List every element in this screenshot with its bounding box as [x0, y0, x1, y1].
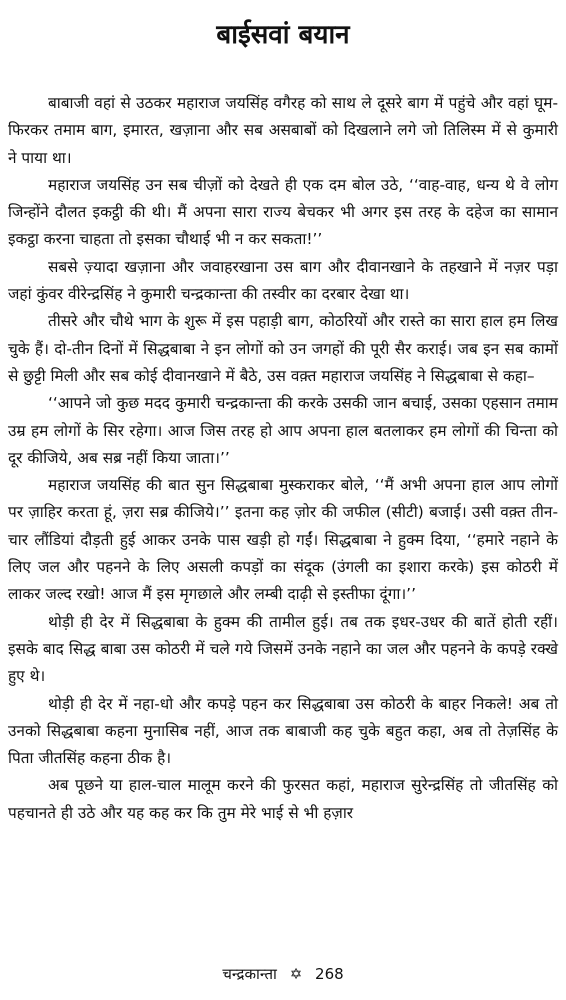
- paragraph: अब पूछने या हाल-चाल मालूम करने की फुरसत कहां, महाराज सुरेन्द्रसिंह तो जीतसिंह को पहचानते ही उठे और यह कह कर कि तुम मेरे भाई से भी हज़ार: [8, 776, 558, 822]
- paragraph: सबसे ज़्यादा खज़ाना और जवाहरखाना उस बाग और दीवानखाने के तहखाने में नज़र पड़ा जहां कुंवर वीरेन्द्रसिंह ने कुमारी चन्द्रकान्ता की तस्वीर का दरबार देखा था।: [8, 257, 558, 304]
- paragraph: थोड़ी ही देर में नहा-धो और कपड़े पहन कर सिद्धबाबा उस कोठरी के बाहर निकले! अब तो उनको सिद्धबाबा कहना मुनासिब नहीं, आज तक बाबाजी कह चुके बहुत कहा, अब तो तेज़सिंह के पिता जीतसिंह कहना ठीक है।: [8, 694, 558, 768]
- chapter-title: बाईसवां बयान: [216, 20, 350, 50]
- paragraph: महाराज जयसिंह उन सब चीज़ों को देखते ही एक दम बोल उठे, ‘‘वाह-वाह, धन्य थे वे लोग जिन्होंने दौलत इकट्ठी की थी। मैं अपना सारा राज्य बेचकर भी अगर इस तरह के दहेज का सामान इकट्ठा करना चाहता तो इसका चौथाई भी न कर सकता!’’: [8, 175, 558, 249]
- paragraph: ‘‘आपने जो कुछ मदद कुमारी चन्द्रकान्ता की करके उसकी जान बचाई, उसका एहसान तमाम उम्र हम लोगों के सिर रहेगा। आज जिस तरह हो आप अपना हाल बतलाकर हम लोगों की चिन्ता को दूर कीजिये, अब सब्र नहीं किया जाता।’’: [8, 394, 558, 467]
- star-of-david-icon: ✡: [289, 965, 303, 983]
- paragraph: महाराज जयसिंह की बात सुन सिद्धबाबा मुस्कराकर बोले, ‘‘मैं अभी अपना हाल आप लोगों पर ज़ाहिर करता हूं, ज़रा सब्र कीजिये।’’ इतना कह ज़ोर की जफील (सीटी) बजाई। उसी वक़्त तीन-चार लौंडियां दौड़ती हुई आकर उनके पास खड़ी हो गईं। सिद्धबाबा ने हुक्म दिया, ‘‘हमारे नहाने के लिए जल और पहनने के लिए असली कपड़ों का संदूक (उंगली का इशारा करके) इस कोठरी में लाकर जल्द रखो! आज मैं इस मृगछाले और लम्बी दाढ़ी से इस्तीफा दूंगा।’’: [8, 476, 558, 604]
- page-number: 268: [315, 965, 344, 983]
- paragraph: तीसरे और चौथे भाग के शुरू में इस पहाड़ी बाग, कोठरियों और रास्ते का सारा हाल हम लिख चुके हैं। दो-तीन दिनों में सिद्धबाबा ने इन लोगों को उन जगहों की पूरी सैर कराई। जब इन सब कामों से छुट्टी मिली और सब कोई दीवानखाने में बैठे, उस वक़्त महाराज जयसिंह ने सिद्धबाबा से कहा–: [8, 312, 558, 385]
- paragraph: बाबाजी वहां से उठकर महाराज जयसिंह वगैरह को साथ ले दूसरे बाग में पहुंचे और वहां घूम-फिरकर तमाम बाग, इमारत, खज़ाना और सब असबाबों को दिखलाने लगे जो तिलिस्म में से कुमारी ने पाया था।: [8, 94, 558, 167]
- page-footer: [0, 963, 566, 985]
- paragraph: थोड़ी ही देर में सिद्धबाबा के हुक्म की तामील हुई। तब तक इधर-उधर की बातें होती रहीं। इसके बाद सिद्ध बाबा उस कोठरी में चले गये जिसमें उनके नहाने का जल और पहनने के कपड़े रक्खे हुए थे।: [8, 612, 558, 686]
- chapter-body: [8, 90, 558, 827]
- running-title: चन्द्रकान्ता: [222, 965, 277, 983]
